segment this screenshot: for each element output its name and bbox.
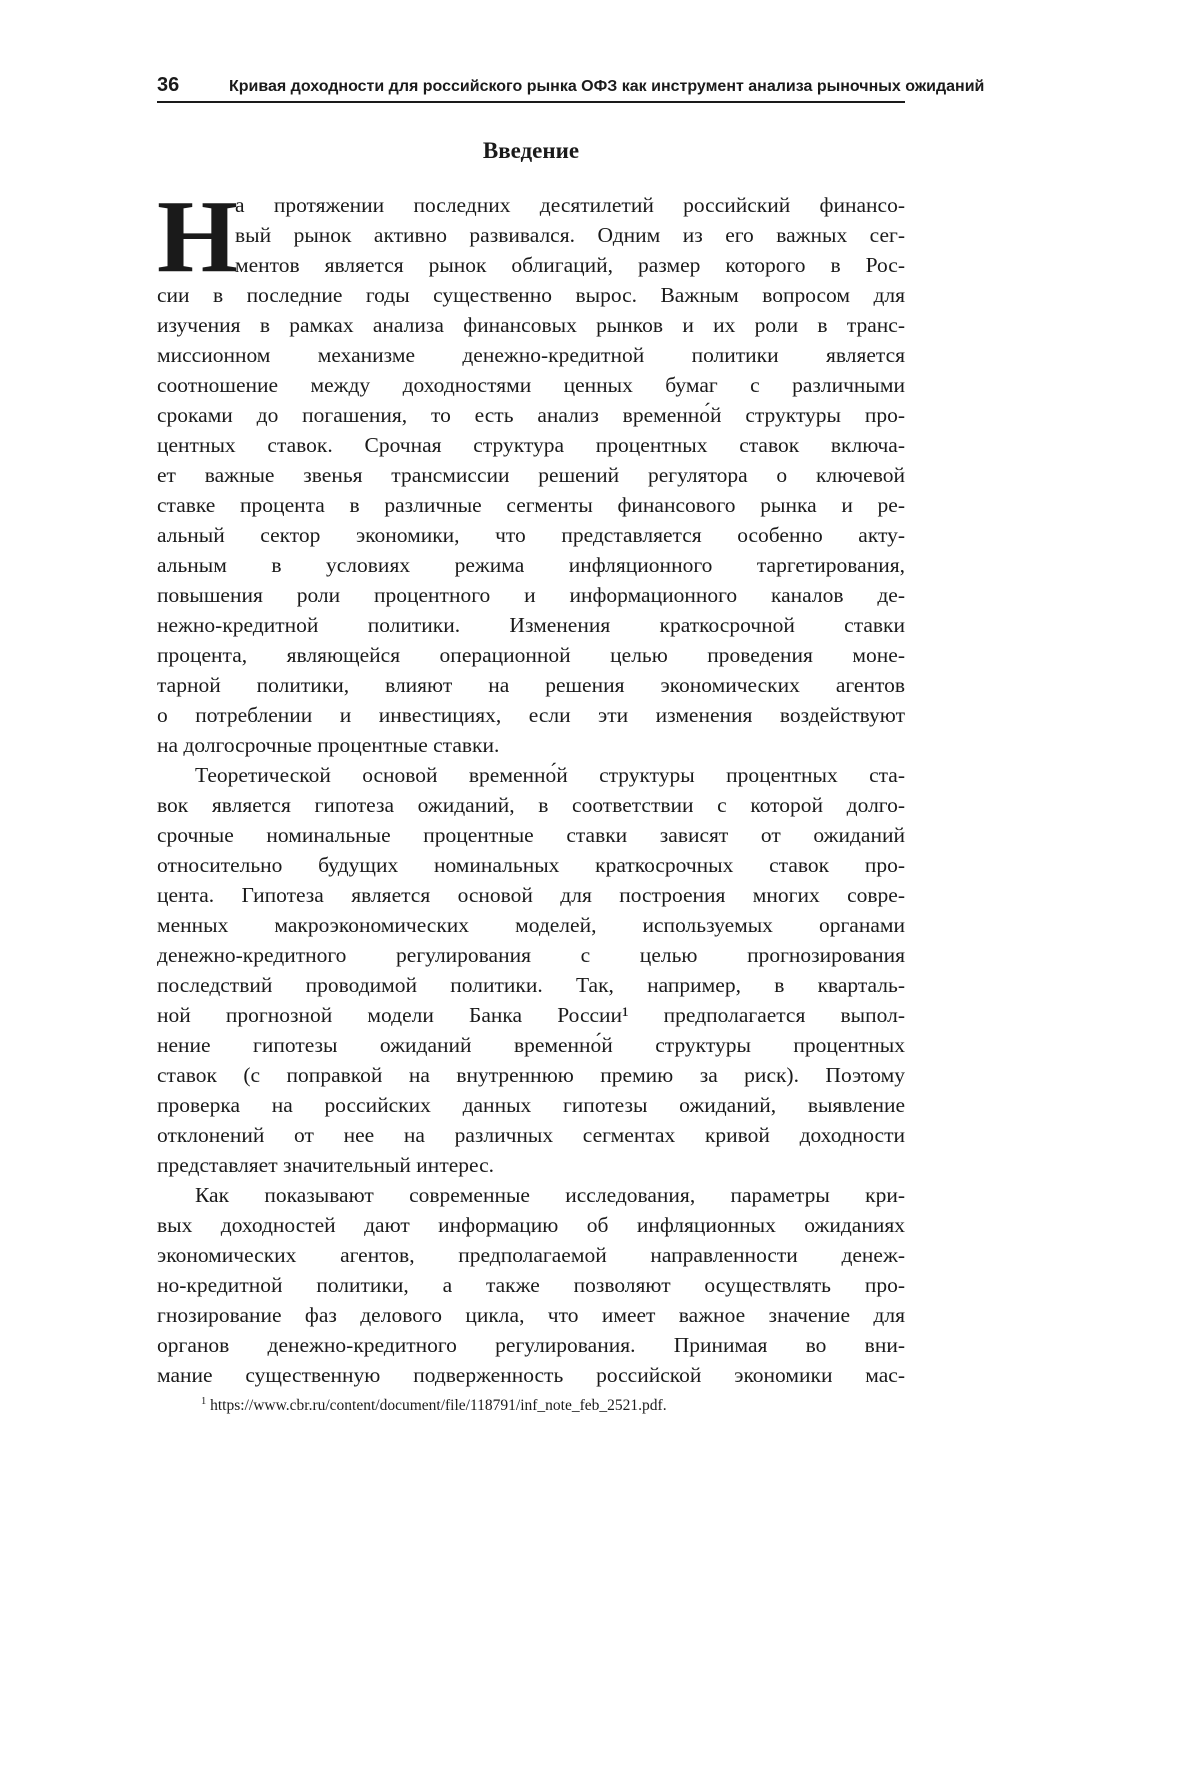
text-line: тарной политики, влияют на решения экономических агентов (157, 673, 905, 697)
text-line: последствий проводимой политики. Так, например, в кварталь- (157, 973, 905, 997)
text-line: ной прогнозной модели Банка России¹ предполагается выпол- (157, 1003, 905, 1027)
text-line: о потреблении и инвестициях, если эти изменения воздействуют (157, 703, 905, 727)
text-line: а протяжении последних десятилетий российский финансо- (235, 193, 905, 217)
text-line: на долгосрочные процентные ставки. (157, 733, 500, 757)
text-line: изучения в рамках анализа финансовых рынков и их роли в транс- (157, 313, 905, 337)
text-line: сии в последние годы существенно вырос. Важным вопросом для (157, 283, 905, 307)
text-line: миссионном механизме денежно-кредитной политики является (157, 343, 905, 367)
text-line: Теоретической основой временно́й структуры процентных ста- (195, 763, 905, 787)
text-line: мание существенную подверженность российской экономики мас- (157, 1363, 905, 1387)
text-line: экономических агентов, предполагаемой направленности денеж- (157, 1243, 905, 1267)
text-line: гнозирование фаз делового цикла, что имеет важное значение для (157, 1303, 905, 1327)
footnote (157, 1396, 905, 1416)
body-text (157, 179, 905, 1390)
text-line: повышения роли процентного и информационного каналов де- (157, 583, 905, 607)
text-line: проверка на российских данных гипотезы ожиданий, выявление (157, 1093, 905, 1117)
drop-cap: Н (157, 179, 236, 294)
text-line: относительно будущих номинальных краткосрочных ставок про- (157, 853, 905, 877)
page-number: 36 (157, 74, 180, 96)
text-line: органов денежно-кредитного регулирования. Принимая во вни- (157, 1333, 905, 1357)
running-title: Кривая доходности для российского рынка ОФЗ как инструмент анализа рыночных ожиданий (229, 78, 985, 95)
text-line: сроками до погашения, то есть анализ временно́й структуры про- (157, 403, 905, 427)
footnote-text: https://www.cbr.ru/content/document/file/118791/inf_note_feb_2521.pdf. (210, 1397, 667, 1414)
paragraph (157, 1180, 905, 1390)
text-line: нежно-кредитной политики. Изменения краткосрочной ставки (157, 613, 905, 637)
text-line: ментов является рынок облигаций, размер которого в Рос- (235, 253, 905, 277)
text-line: срочные номинальные процентные ставки зависят от ожиданий (157, 823, 905, 847)
text-line: отклонений от нее на различных сегментах кривой доходности (157, 1123, 905, 1147)
text-line: менных макроэкономических моделей, используемых органами (157, 913, 905, 937)
text-line: альным в условиях режима инфляционного таргетирования, (157, 553, 905, 577)
text-line: центных ставок. Срочная структура процентных ставок включа- (157, 433, 905, 457)
text-line: альный сектор экономики, что представляется особенно акту- (157, 523, 905, 547)
paragraph (157, 179, 905, 760)
text-line: процента, являющейся операционной целью проведения моне- (157, 643, 905, 667)
text-line: вый рынок активно развивался. Одним из его важных сег- (235, 223, 905, 247)
text-line: ставке процента в различные сегменты финансового рынка и ре- (157, 493, 905, 517)
text-line: ет важные звенья трансмиссии решений регулятора о ключевой (157, 463, 905, 487)
text-line: ставок (с поправкой на внутреннюю премию за риск). Поэтому (157, 1063, 905, 1087)
text-line: денежно-кредитного регулирования с целью прогнозирования (157, 943, 905, 967)
text-line: цента. Гипотеза является основой для построения многих совре- (157, 883, 905, 907)
header-rule (157, 101, 905, 103)
running-header (157, 74, 985, 97)
section-title: Введение (482, 138, 580, 163)
text-line: вых доходностей дают информацию об инфляционных ожиданиях (157, 1213, 905, 1237)
footnote-marker: 1 (201, 1395, 207, 1407)
text-line: нение гипотезы ожиданий временно́й структуры процентных (157, 1033, 905, 1057)
text-line: Как показывают современные исследования, параметры кри- (195, 1183, 905, 1207)
text-line: но-кредитной политики, а также позволяют осуществлять про- (157, 1273, 905, 1297)
text-line: соотношение между доходностями ценных бумаг с различными (157, 373, 905, 397)
text-line: представляет значительный интерес. (157, 1153, 494, 1177)
text-line: вок является гипотеза ожиданий, в соответствии с которой долго- (157, 793, 905, 817)
paragraph (157, 760, 905, 1180)
